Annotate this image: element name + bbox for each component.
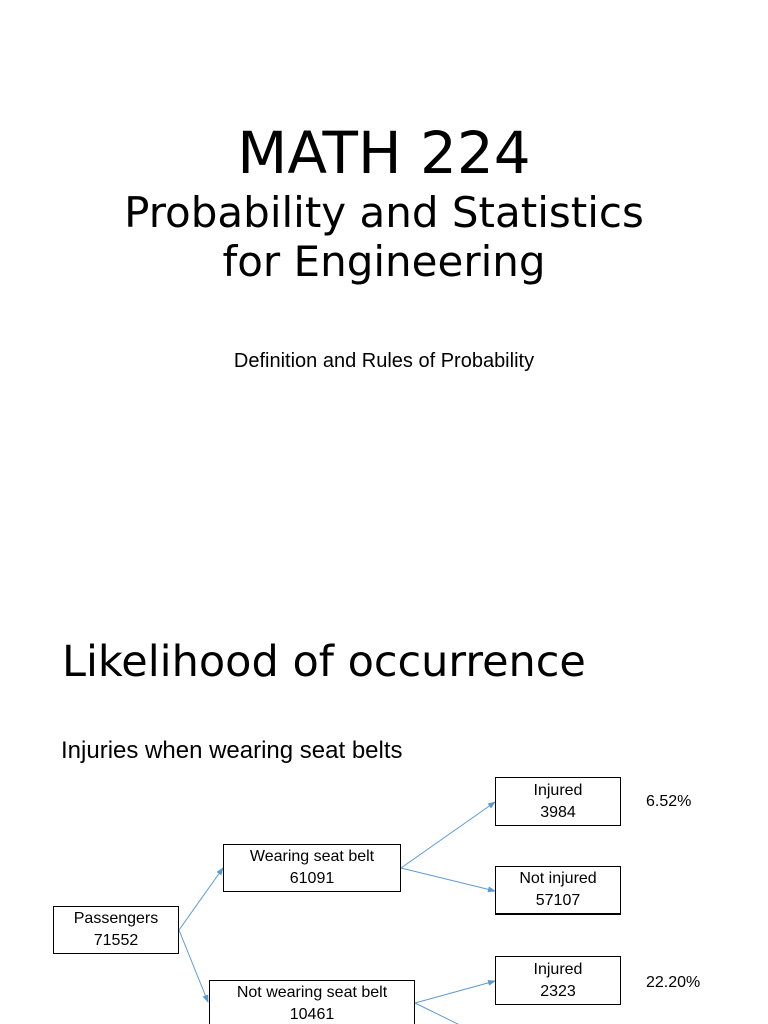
node-label: Passengers (73, 910, 159, 927)
tree-connectors (0, 600, 768, 1024)
node-wearing-seat-belt (223, 844, 401, 892)
node-label: Injured (533, 960, 583, 978)
likelihood-slide (0, 600, 768, 1024)
slide-heading: Likelihood of occurrence (62, 637, 586, 687)
node-wearing-not-injured (495, 866, 621, 915)
node-count: 61091 (289, 870, 335, 887)
node-label: Injured (533, 781, 583, 799)
node-passengers (53, 906, 179, 954)
node-label: Not wearing seat belt (236, 984, 388, 1001)
node-count: 2323 (540, 982, 576, 1000)
connector-not-wearing-to-injured (415, 981, 495, 1003)
node-count: 10461 (289, 1006, 335, 1023)
node-not-wearing-injured (495, 956, 621, 1005)
node-wearing-injured (495, 777, 621, 826)
node-not-wearing-seat-belt (209, 980, 415, 1024)
connector-root-to-wearing (179, 868, 223, 930)
course-title (0, 188, 768, 286)
node-count: 3984 (540, 803, 576, 821)
course-title-line-1: Probability and Statistics (124, 188, 644, 237)
connector-wearing-to-injured (401, 802, 495, 868)
connector-not-wearing-to-not-injured (415, 1003, 470, 1024)
connector-root-to-not-wearing (179, 930, 208, 1002)
course-code-title: MATH 224 (237, 119, 531, 187)
topic-subtitle: Definition and Rules of Probability (233, 350, 535, 372)
node-count: 57107 (535, 892, 581, 909)
percent-not-wearing-injured: 22.20% (646, 974, 701, 991)
node-label: Not injured (519, 870, 597, 887)
connector-wearing-to-not-injured (401, 868, 495, 891)
slide-subheading: Injuries when wearing seat belts (61, 737, 403, 764)
course-title-line-2: for Engineering (222, 237, 546, 286)
percent-wearing-injured: 6.52% (646, 793, 692, 810)
node-label: Wearing seat belt (249, 848, 375, 865)
node-count: 71552 (93, 932, 139, 949)
